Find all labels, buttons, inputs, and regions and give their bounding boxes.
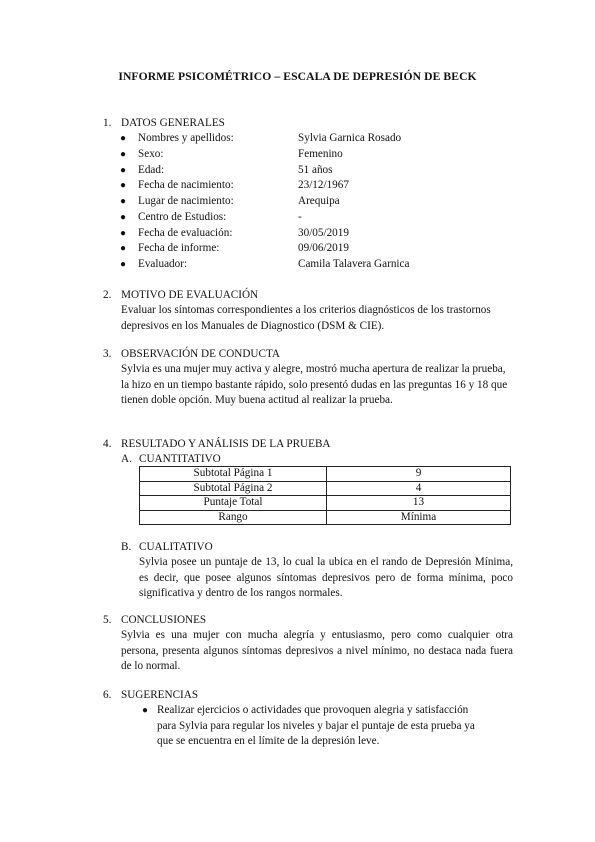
- field-value: 09/06/2019: [298, 242, 349, 255]
- bullet-icon: ●: [120, 164, 127, 176]
- section-sugerencias: [103, 688, 513, 750]
- section-resultado: [103, 437, 513, 468]
- subsection-title: CUANTITATIVO: [139, 453, 221, 466]
- general-data-item: [103, 147, 513, 163]
- table-row: [140, 496, 511, 511]
- table-cell-value: Mínima: [327, 510, 511, 525]
- field-value: Arequipa: [298, 195, 340, 208]
- section-title: MOTIVO DE EVALUACIÓN: [121, 289, 259, 301]
- section-motivo: [103, 288, 513, 334]
- field-label: Nombres y apellidos:: [138, 132, 234, 145]
- section-heading: [103, 613, 513, 628]
- general-data-item: [103, 178, 513, 194]
- section-number: 3.: [103, 348, 112, 360]
- table-row: [140, 481, 511, 496]
- field-label: Sexo:: [138, 148, 164, 161]
- general-data-list: [103, 131, 513, 272]
- section-text: Sylvia es una mujer muy activa y alegre, mostró mucha apertura de realizar la prueba, la hizo en un tiempo bastante rápido, solo presentó dudas en las preguntas 16 y 18 que tienen doble opción. Muy buena actitud al realizar la prueba.: [121, 363, 508, 407]
- field-value: Camila Talavera Garnica: [298, 257, 410, 270]
- general-data-item: [103, 163, 513, 179]
- bullet-icon: ●: [120, 243, 127, 255]
- field-label: Edad:: [138, 163, 165, 176]
- section-number: 4.: [103, 438, 112, 450]
- bullet-icon: ●: [120, 180, 127, 192]
- table-row: [140, 510, 511, 525]
- field-value: 30/05/2019: [298, 226, 349, 239]
- section-heading: [103, 437, 513, 452]
- table-cell-value: 4: [327, 481, 511, 496]
- bullet-icon: ●: [120, 196, 127, 208]
- section-text: Sylvia es una mujer con mucha alegría y entusiasmo, pero como cualquier otra persona, presenta algunos síntomas depresivos a nivel mínimo, no destaca nada fuera de lo normal.: [121, 629, 513, 673]
- field-label: Lugar de nacimiento:: [138, 195, 234, 208]
- section-heading: [103, 288, 513, 303]
- suggestions-list: [103, 703, 477, 749]
- section-number: 2.: [103, 289, 112, 301]
- subsection-heading-cualitativo: [121, 540, 513, 555]
- subsection-letter: B.: [121, 541, 132, 553]
- table-cell-value: 13: [327, 496, 511, 511]
- field-label: Fecha de nacimiento:: [138, 179, 234, 192]
- field-label: Evaluador:: [138, 257, 188, 270]
- section-number: 1.: [103, 117, 112, 129]
- table-cell-label: Subtotal Página 1: [140, 467, 327, 482]
- field-value: 23/12/1967: [298, 179, 349, 192]
- table-cell-label: Subtotal Página 2: [140, 481, 327, 496]
- field-value: Femenino: [298, 148, 343, 161]
- bullet-icon: ●: [120, 133, 127, 145]
- section-title: RESULTADO Y ANÁLISIS DE LA PRUEBA: [121, 438, 331, 450]
- subsection-cualitativo: [103, 540, 513, 602]
- field-label: Fecha de evaluación:: [138, 226, 233, 239]
- section-heading: [103, 116, 513, 131]
- section-title: CONCLUSIONES: [121, 614, 207, 626]
- field-label: Centro de Estudios:: [138, 210, 227, 223]
- section-number: 6.: [103, 689, 112, 701]
- table-row: [140, 467, 511, 482]
- bullet-icon: ●: [120, 258, 127, 270]
- suggestion-text: Realizar ejercicios o actividades que provoquen alegria y satisfacción para Sylvia para regular los niveles y bajar el puntaje de esta prueba ya que se encuentra en el límite de la depresión leve.: [157, 704, 475, 748]
- qualitative-text: Sylvia posee un puntaje de 13, lo cual la ubica en el rando de Depresión Mínima, es decir, que posee algunos síntomas depresivos pero de forma mínima, poco significativa y dentro de los rangos normales.: [139, 556, 513, 600]
- subsection-title: CUALITATIVO: [139, 541, 213, 553]
- results-table: [139, 466, 511, 525]
- field-value: Sylvia Garnica Rosado: [298, 132, 402, 145]
- bullet-icon: ●: [142, 705, 149, 717]
- section-datos-generales: [103, 116, 513, 273]
- general-data-item: [103, 194, 513, 210]
- general-data-item: [103, 210, 513, 226]
- bullet-icon: ●: [120, 211, 127, 223]
- field-value: 51 años: [298, 163, 333, 176]
- table-cell-label: Rango: [140, 510, 327, 525]
- section-title: OBSERVACIÓN DE CONDUCTA: [121, 348, 280, 360]
- general-data-item: [103, 131, 513, 147]
- general-data-item: [103, 241, 513, 257]
- field-value: -: [298, 210, 302, 223]
- section-conclusiones: [103, 613, 513, 675]
- section-heading: [103, 688, 513, 703]
- document-title: INFORME PSICOMÉTRICO – ESCALA DE DEPRESIÓN DE BECK: [118, 70, 477, 83]
- suggestion-item: [139, 703, 477, 749]
- bullet-icon: ●: [120, 227, 127, 239]
- table-cell-label: Puntaje Total: [140, 496, 327, 511]
- section-observacion: [103, 347, 513, 409]
- table-cell-value: 9: [327, 467, 511, 482]
- section-number: 5.: [103, 614, 112, 626]
- bullet-icon: ●: [120, 149, 127, 161]
- section-heading: [103, 347, 513, 362]
- section-text: Evaluar los síntomas correspondientes a los criterios diagnósticos de los trastornos depresivos en los Manuales de Diagnostico (DSM & CIE).: [121, 304, 491, 332]
- general-data-item: [103, 226, 513, 242]
- subsection-letter: A.: [121, 453, 132, 466]
- field-label: Fecha de informe:: [138, 242, 220, 255]
- section-title: SUGERENCIAS: [121, 689, 199, 701]
- section-title: DATOS GENERALES: [121, 117, 225, 129]
- general-data-item: [103, 257, 513, 273]
